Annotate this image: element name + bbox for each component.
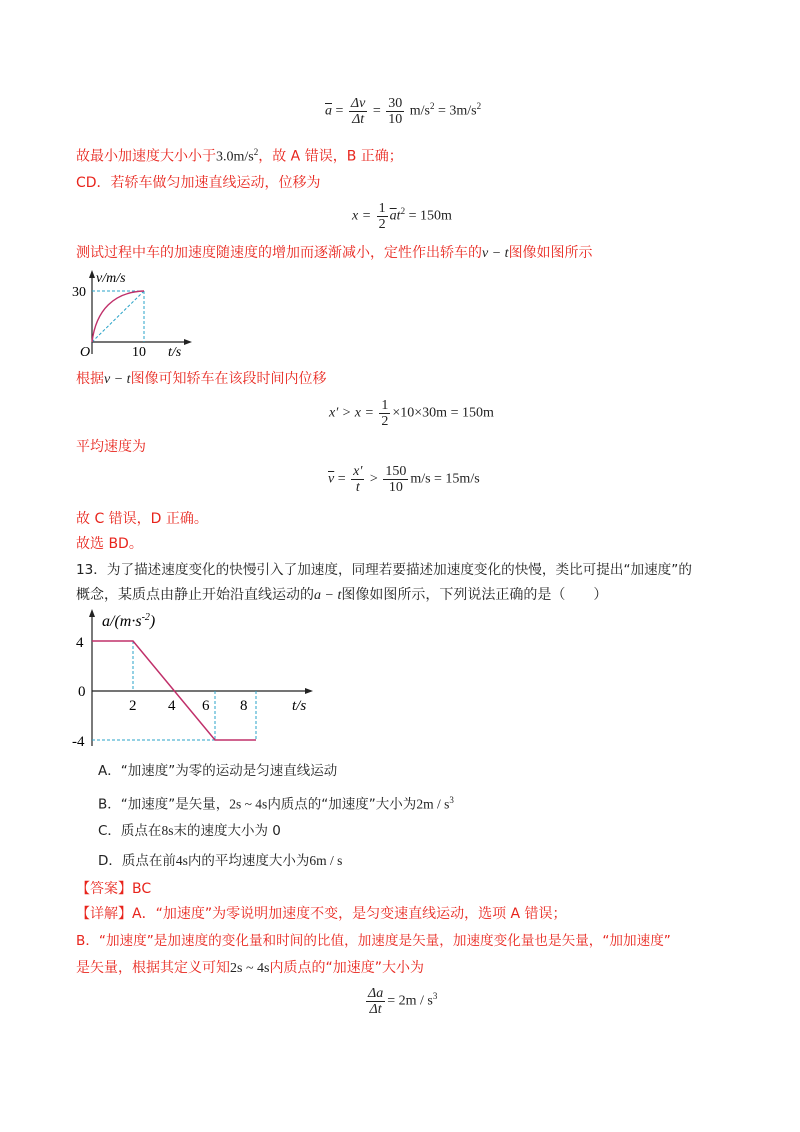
numerator: 1 — [378, 201, 386, 216]
y-axis-label: $a/(m\cdot s^{-2})$ — [102, 612, 156, 630]
vt-graph — [70, 266, 200, 360]
denominator: t — [355, 480, 360, 495]
text-line: CD．若轿车做匀加速直线运动，位移为 — [76, 175, 321, 191]
numerator: Δv — [350, 96, 366, 111]
text: 概念，某质点由静止开始沿直线运动的 — [76, 587, 314, 603]
numerator: 1 — [381, 398, 389, 413]
text: 内质点的“加速度”大小为 — [269, 960, 424, 976]
formula-symbol: $\overline{v}$ — [328, 471, 335, 487]
fraction — [366, 986, 385, 1017]
detail-line: B．“加速度”是加速度的变化量和时间的比值，加速度是矢量，加速度变化量也是矢量，“加加速度” — [76, 933, 671, 949]
text-line: 故 C 错误，D 正确。 — [76, 511, 208, 527]
detail-line: 【详解】A．“加速度”为零说明加速度不变，是匀变速直线运动，选项 A 错误； — [76, 906, 567, 922]
numerator: x′ — [353, 464, 363, 479]
exponent: 3 — [432, 991, 438, 1002]
text-line — [76, 370, 327, 389]
question-13-line2 — [76, 586, 607, 605]
denominator: Δt — [352, 112, 365, 127]
text: 内的平均速度大小为 — [187, 853, 310, 869]
y-tick-4: 4 — [76, 635, 84, 651]
formula-result: ×10×30m = 150m — [392, 405, 494, 421]
question-13-line1: 13．为了描述速度变化的快慢引入了加速度，同理若要描述加速度变化的快慢，类比可提出“加速度”的 — [76, 562, 692, 578]
option-d[interactable] — [98, 852, 342, 870]
x-tick-6: 6 — [202, 698, 210, 714]
text: 图像如图所示，下列说法正确的是（ ） — [341, 587, 608, 603]
text-line — [76, 244, 593, 263]
variable: a − t — [314, 588, 342, 603]
formula-result: = 150m — [408, 208, 452, 224]
value: 6m / s — [309, 853, 343, 868]
x-tick-2: 2 — [129, 698, 137, 714]
formula-symbol: t — [396, 208, 401, 224]
fraction — [379, 398, 390, 429]
variable: 2s ~ 4s — [229, 796, 268, 812]
formula-average-velocity — [328, 464, 480, 495]
formula-displacement — [352, 201, 452, 232]
exponent: 2 — [476, 101, 482, 112]
x-axis-arrow — [184, 339, 192, 345]
text: 是矢量，根据其定义可知 — [76, 960, 230, 976]
numerator: 150 — [385, 464, 407, 479]
option-b[interactable] — [98, 791, 454, 814]
formula-unit: m/s — [409, 103, 430, 119]
formula-symbol: $\overline{a}$ — [389, 208, 397, 224]
option-a[interactable]: A．“加速度”为零的运动是匀速直线运动 — [98, 763, 338, 779]
text: ，故 A 错误，B 正确； — [258, 148, 403, 165]
x-tick-4: 4 — [168, 698, 176, 714]
formula-result: = 2m / s — [387, 993, 433, 1009]
fraction — [383, 464, 408, 495]
variable: 2s ~ 4s — [230, 961, 270, 976]
formula-lhs: x = — [352, 208, 372, 224]
denominator: 10 — [388, 480, 403, 495]
formula-operator: = — [337, 471, 346, 487]
y-tick-label: 30 — [72, 285, 86, 300]
text: D．质点在前 — [98, 853, 176, 869]
y-axis-arrow — [89, 609, 95, 617]
text: 末的速度大小为 0 — [173, 823, 281, 839]
text: B．“加速度”是矢量， — [98, 796, 230, 813]
x-axis-arrow — [305, 688, 313, 694]
option-c[interactable] — [98, 822, 281, 840]
formula-operator: = — [335, 103, 344, 119]
origin-label: O — [80, 345, 91, 360]
text: C．质点在 — [98, 823, 162, 839]
formula-vt-displacement — [329, 398, 494, 429]
x-axis-label: t/s — [168, 345, 182, 360]
exponent: 2 — [253, 147, 259, 157]
numerator: Δa — [368, 986, 384, 1001]
text: 图像可知轿车在该段时间内位移 — [130, 371, 327, 387]
value: 2m / s — [416, 796, 450, 812]
value: 3.0m/s — [216, 149, 254, 165]
at-graph — [70, 604, 330, 754]
x-tick-label: 10 — [132, 345, 146, 360]
formula-symbol: $\overline{a}$ — [325, 103, 332, 119]
text: 故最小加速度大小小于 — [76, 148, 216, 165]
text-line — [76, 143, 403, 167]
denominator: Δt — [369, 1002, 382, 1017]
y-tick-0: 0 — [78, 684, 86, 700]
y-axis-arrow — [89, 270, 95, 278]
fraction — [377, 201, 388, 232]
fraction — [349, 96, 367, 127]
text-line: 故选 BD。 — [76, 536, 143, 552]
text: 内质点的“加速度”大小为 — [267, 796, 417, 813]
y-axis-label: v/m/s — [96, 271, 126, 286]
text: 测试过程中车的加速度随速度的增加而逐渐减小，定性作出轿车的 — [76, 245, 482, 261]
text: 根据 — [76, 371, 104, 387]
variable: 4s — [175, 853, 188, 868]
formula-operator: > — [369, 471, 378, 487]
denominator: 2 — [378, 217, 386, 232]
y-tick-neg4: -4 — [72, 734, 85, 750]
x-tick-8: 8 — [240, 698, 248, 714]
denominator: 2 — [381, 414, 389, 429]
exponent: 3 — [449, 795, 454, 805]
x-axis-label: t/s — [292, 698, 307, 714]
formula-lhs: x′ > x = — [329, 405, 374, 421]
fraction — [386, 96, 404, 127]
fraction — [351, 464, 364, 495]
text: 图像如图所示 — [508, 245, 593, 261]
detail-line — [76, 959, 424, 978]
variable: v − t — [482, 246, 509, 261]
variable: 8s — [161, 823, 174, 838]
exponent: 2 — [400, 206, 406, 217]
text-line: 平均速度为 — [76, 439, 146, 455]
exponent: 2 — [429, 101, 435, 112]
variable: v − t — [104, 372, 131, 387]
formula-result: m/s = 15m/s — [410, 471, 480, 487]
answer-line: 【答案】BC — [76, 881, 152, 897]
formula-jerk — [364, 986, 437, 1017]
numerator: 30 — [388, 96, 403, 111]
formula-average-acceleration: $\overline{a}$ = $\frac{\Delta v}{\Delta t}$ = $\frac{30}{10}$ $m/s^2 = 3m/s^2$ — [325, 96, 482, 127]
formula-result: = 3m/s — [437, 103, 477, 119]
denominator: 10 — [388, 112, 403, 127]
